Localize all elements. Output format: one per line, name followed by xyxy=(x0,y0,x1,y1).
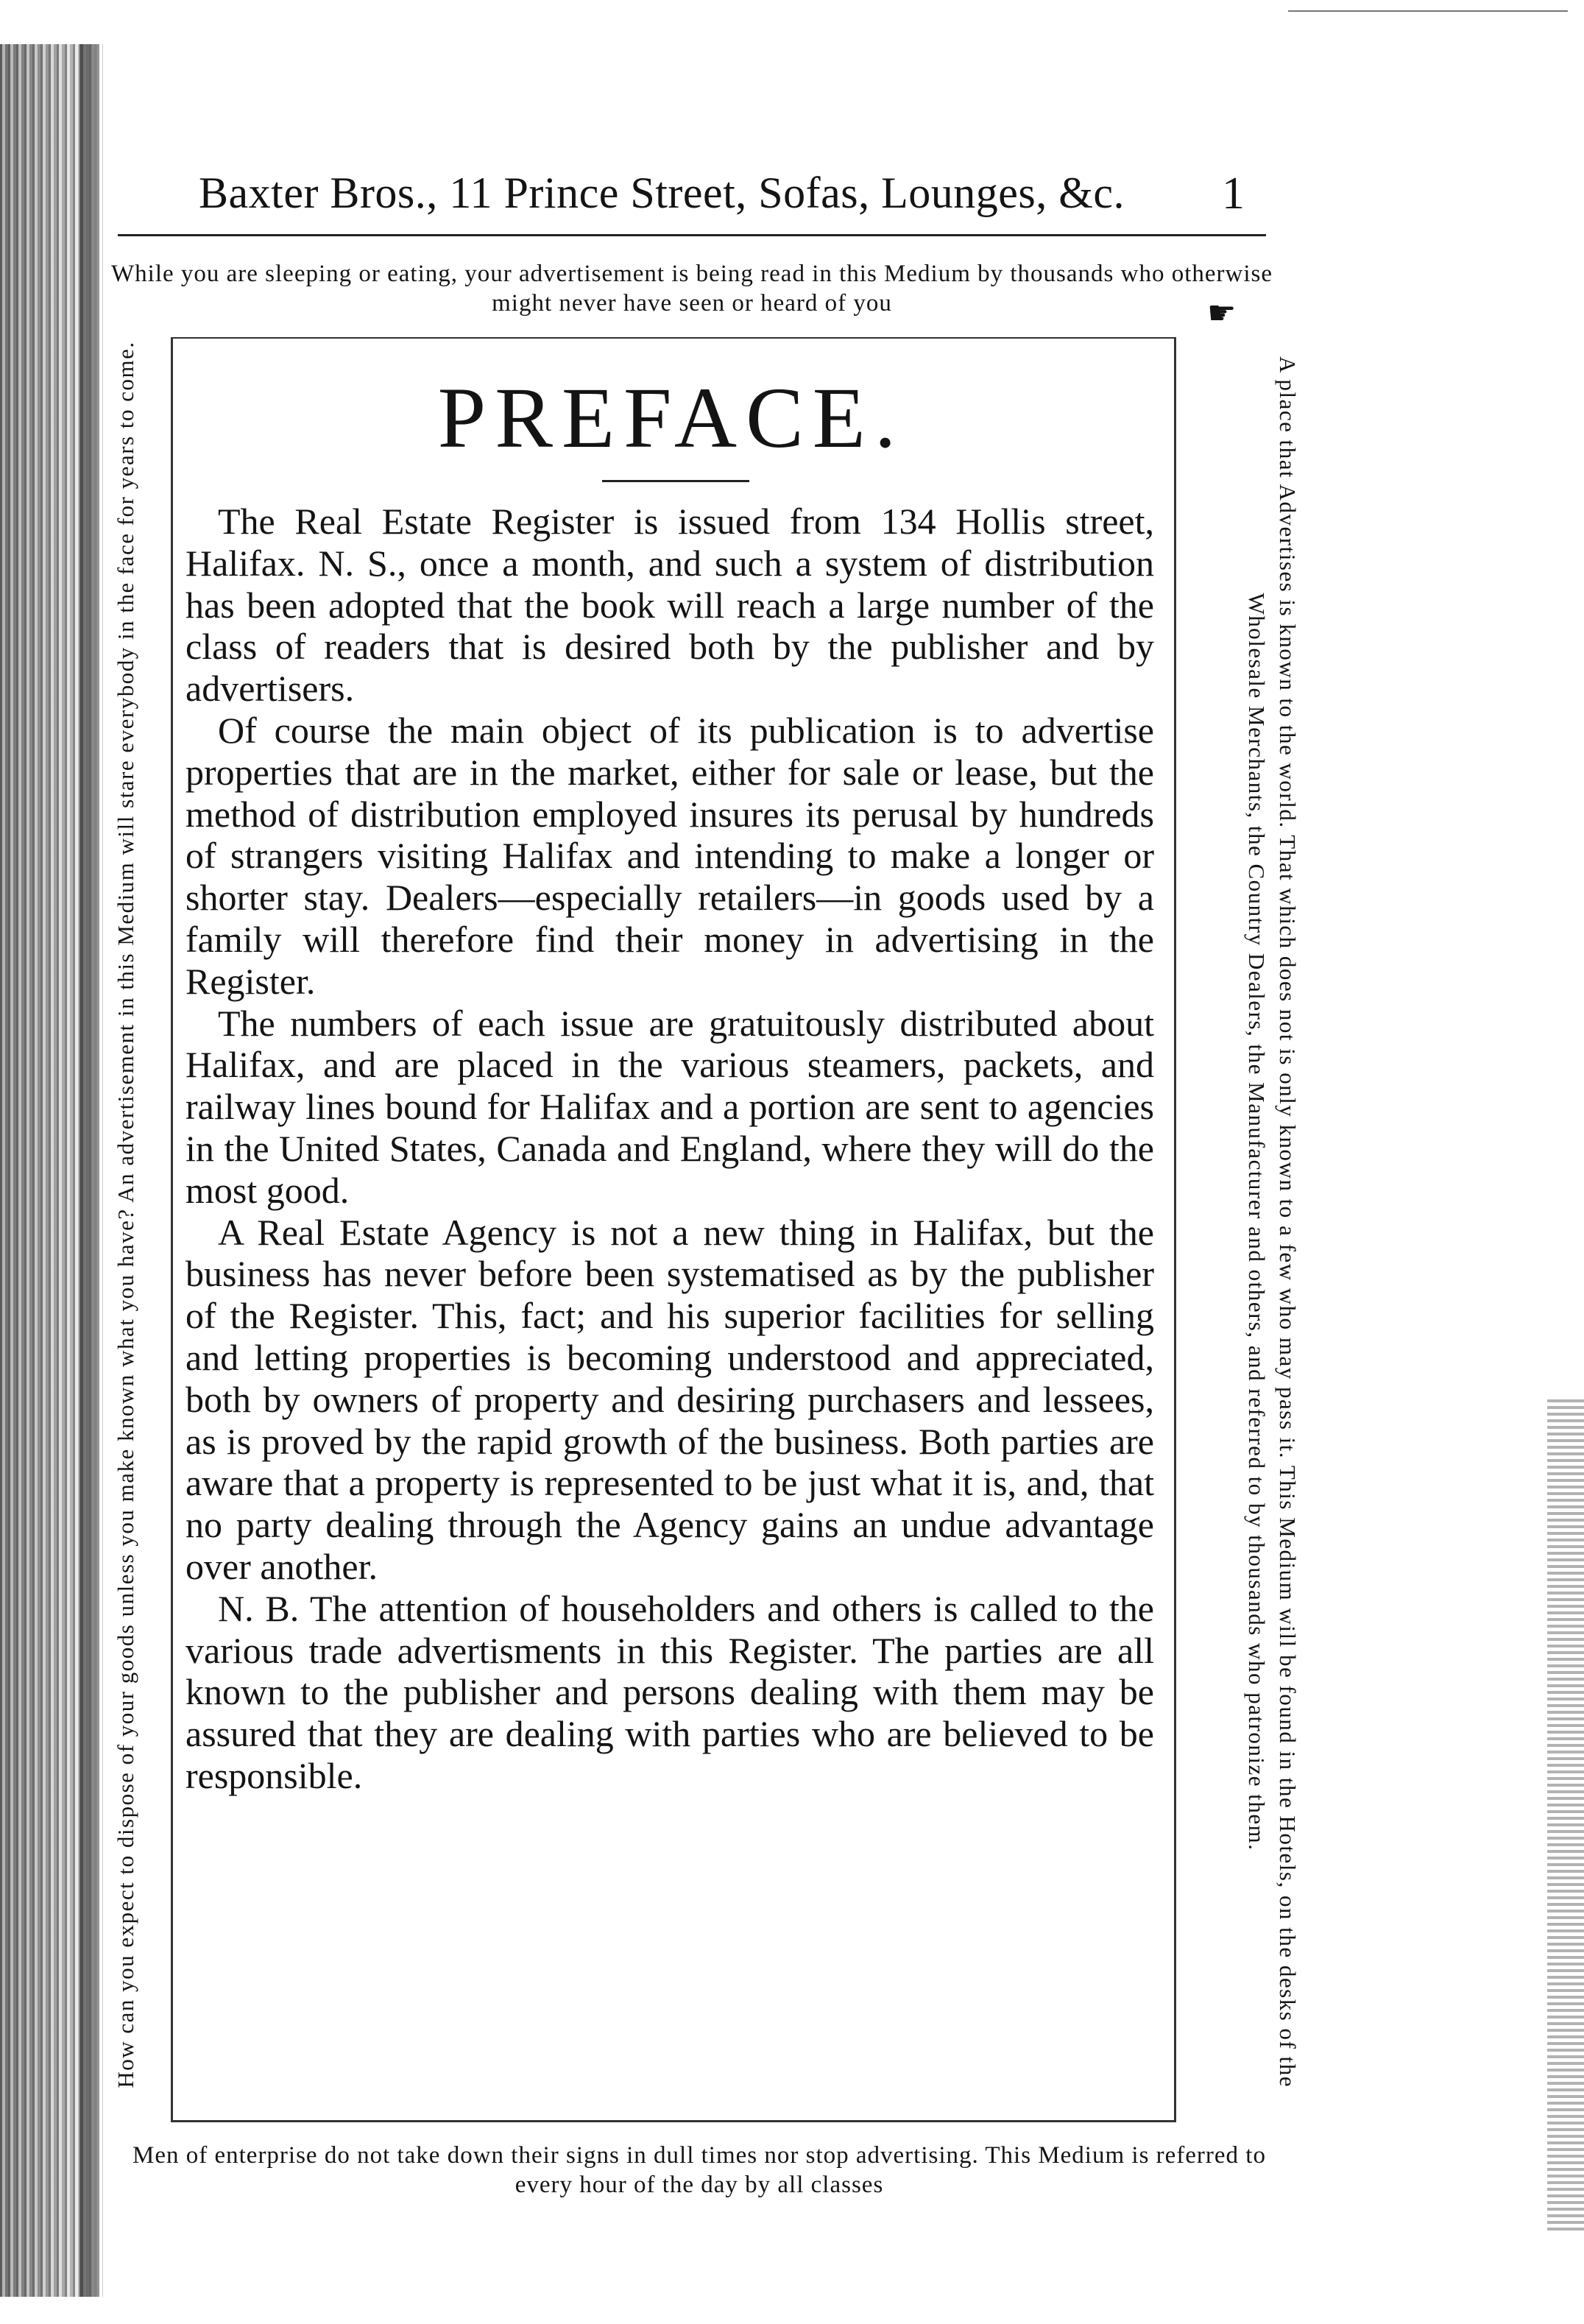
advert-band-top: While you are sleeping or eating, your advertisement is being read in this Medium by thousands who otherwise might never have seen or heard of you xyxy=(111,261,1273,317)
pointing-hand-icon: ☛ xyxy=(1207,295,1237,331)
page-title: PREFACE. xyxy=(437,370,905,466)
paragraph: N. B. The attention of householders and others is called to the various trade advertisments in this Register. The parties are all known to the publisher and persons dealing with them may be assured that they are dealing with parties who are believed to be responsible. xyxy=(185,1587,1154,1796)
paragraph: A Real Estate Agency is not a new thing in Halifax, but the business has never before been systematised as by the publisher of the Register. This, fact; and his superior facilities for selling and letting properties is becoming understood and appreciated, both by owners of property and desiring purchasers and lessees, as is proved by the rapid growth of the business. Both parties are aware that a property is represented to be just what it is, and, that no party dealing through the Agency gains an undue advantage over another. xyxy=(185,1211,1154,1587)
advert-band-left: How can you expect to dispose of your goods unless you make known what you have? An advertisement in this Medium will stare everybody in the face for years to come. xyxy=(113,341,138,2088)
right-page-edge xyxy=(1547,1399,1584,2231)
paragraph: The Real Estate Register is issued from 134 Hollis street, Halifax. N. S., once a month, and such a system of distribution has been adopted that the book will reach a large number of the class of readers that is desired both by the publisher and by advertisers. xyxy=(185,501,1154,710)
advert-band-right: A place that Advertises is known to the world. That which does not is only known to a few who may pass it. This Medium will be found in the Hotels, on the desks of the Wholesale Merchants, the Country Dealers, the Manufacturer and others, and referred to by thousands who patronize them. xyxy=(1244,356,1301,2088)
binding-shadow xyxy=(79,44,97,2297)
running-head: Baxter Bros., 11 Prince Street, Sofas, Lounges, &c. xyxy=(199,169,1125,217)
top-edge-line xyxy=(1288,10,1568,12)
preface-body xyxy=(185,501,1154,1797)
head-rule xyxy=(118,234,1266,236)
paragraph: Of course the main object of its publication is to advertise properties that are in the market, either for sale or lease, but the method of distribution employed insures its perusal by hundreds of strangers visiting Halifax and intending to make a longer or shorter stay. Dealers—especially retailers—in goods used by a family will therefore find their money in advertising in the Register. xyxy=(185,709,1154,1002)
title-rule xyxy=(602,480,749,482)
advert-band-bottom: Men of enterprise do not take down their signs in dull times nor stop advertising. This Medium is referred to every hour of the day by all classes xyxy=(132,2142,1266,2198)
page-number: 1 xyxy=(1222,169,1245,219)
paragraph: The numbers of each issue are gratuitously distributed about Halifax, and are placed in the various steamers, packets, and railway lines bound for Halifax and a portion are sent to agencies in the United States, Canada and England, where they will do the most good. xyxy=(185,1002,1154,1211)
